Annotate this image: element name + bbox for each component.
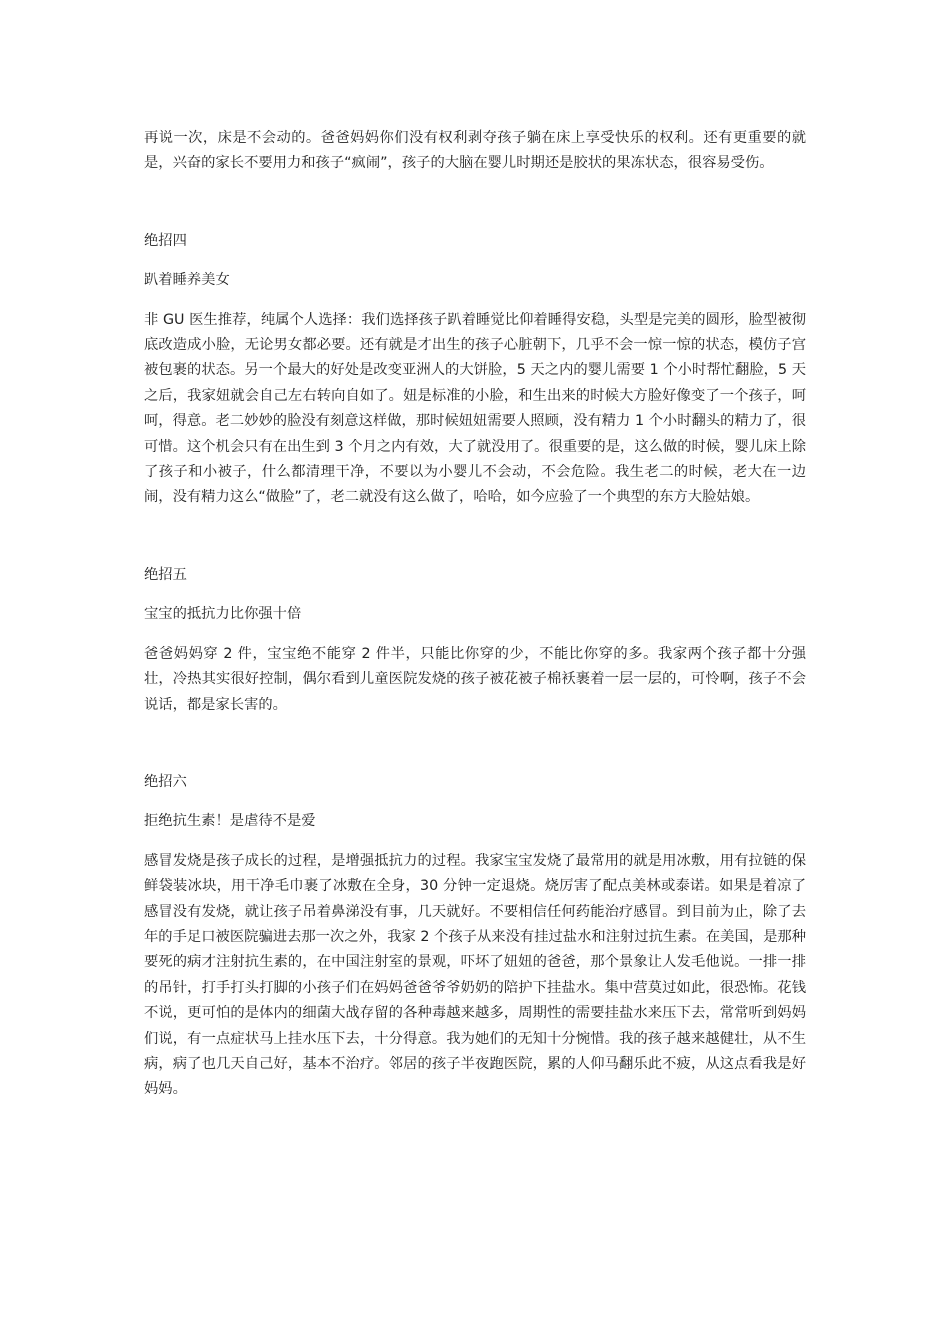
section-subheading-6: 拒绝抗生素！是虐待不是爱 [144,813,316,830]
intro-paragraph: 再说一次，床是不会动的。爸爸妈妈你们没有权利剥夺孩子躺在床上享受快乐的权利。还有更重要的就是，兴奋的家长不要用力和孩子“疯闹”，孩子的大脑在婴儿时期还是胶状的果冻状态，很容易受伤。 [144,130,806,172]
section-heading-6: 绝招六 [144,773,187,790]
document-page [144,126,806,1103]
section-subheading-4: 趴着睡养美女 [144,272,230,289]
section-paragraph-6: 感冒发烧是孩子成长的过程，是增强抵抗力的过程。我家宝宝发烧了最常用的就是用冰敷，用有拉链的保鲜袋装冰块，用干净毛巾裹了冰敷在全身，30 分钟一定退烧。烧厉害了配点美林或泰诺。如果是着凉了感冒没有发烧，就让孩子吊着鼻涕没有事，几天就好。不要相信任何药能治疗感冒。到目前为止，除了去年的手足口被医院骗进去那一次之外，我家 2 个孩子从来没有挂过盐水和注射过抗生素。在美国，是那种要死的病才注射抗生素的，在中国注射室的景观，吓坏了妞妞的爸爸，那个景象让人发毛他说。一排一排的吊针，打手打头打脚的小孩子们在妈妈爸爸爷爷奶奶的陪护下挂盐水。集中营莫过如此，很恐怖。花钱不说，更可怕的是体内的细菌大战存留的各种毒越来越多，周期性的需要挂盐水来压下去，常常听到妈妈们说，有一点症状马上挂水压下去，十分得意。我为她们的无知十分惋惜。我的孩子越来越健壮，从不生病，病了也几天自己好，基本不治疗。邻居的孩子半夜跑医院，累的人仰马翻乐此不疲，从这点看我是好妈妈。 [144,852,806,1098]
section-subheading-5: 宝宝的抵抗力比你强十倍 [144,606,302,623]
section-paragraph-4: 非 GU 医生推荐，纯属个人选择：我们选择孩子趴着睡觉比仰着睡得安稳，头型是完美的圆形，脸型被彻底改造成小脸，无论男女都必要。还有就是才出生的孩子心脏朝下，几乎不会一惊一惊的状态，模仿子宫被包裹的状态。另一个最大的好处是改变亚洲人的大饼脸，5 天之内的婴儿需要 1 个小时帮忙翻脸，5 天之后，我家妞就会自己左右转向自如了。妞是标准的小脸，和生出来的时候大方脸好像变了一个孩子，呵呵，得意。老二妙妙的脸没有刻意这样做，那时候妞妞需要人照顾，没有精力 1 个小时翻头的精力了，很可惜。这个机会只有在出生到 3 个月之内有效，大了就没用了。很重要的是，这么做的时候，婴儿床上除了孩子和小被子，什么都清理干净，不要以为小婴儿不会动，不会危险。我生老二的时候，老大在一边闹，没有精力这么“做脸”了，老二就没有这么做了，哈哈，如今应验了一个典型的东方大脸姑娘。 [144,311,806,506]
section-heading-4: 绝招四 [144,232,187,249]
section-paragraph-5: 爸爸妈妈穿 2 件，宝宝绝不能穿 2 件半，只能比你穿的少，不能比你穿的多。我家两个孩子都十分强壮，冷热其实很好控制，偶尔看到儿童医院发烧的孩子被花被子棉袄裹着一层一层的，可怜啊，孩子不会说话，都是家长害的。 [144,645,806,713]
section-heading-5: 绝招五 [144,566,187,583]
